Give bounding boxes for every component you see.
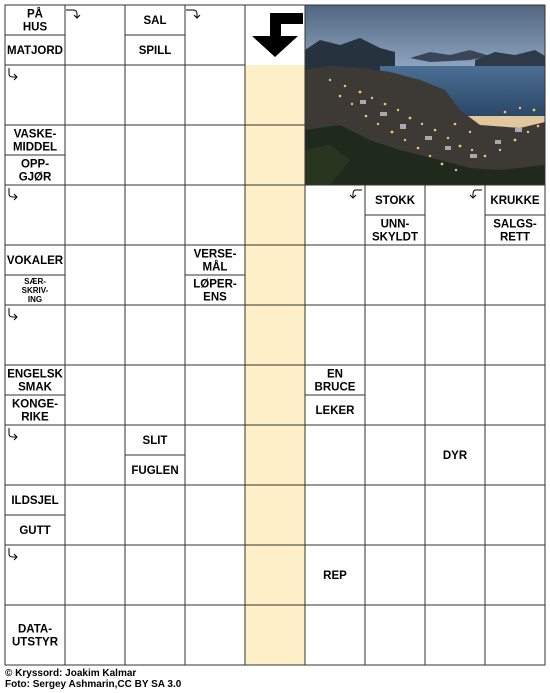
clue-line: SÆR- xyxy=(24,277,46,286)
start-arrow-icon xyxy=(252,13,303,57)
clue-ildsjel[interactable] xyxy=(11,495,58,507)
clue-line: LØPER- xyxy=(193,278,237,291)
clue-line: SAL xyxy=(143,15,167,27)
clue-line: PÅ xyxy=(27,8,43,21)
clue-line: SPILL xyxy=(138,45,172,57)
clue-line: EN xyxy=(327,368,343,381)
clue-rep[interactable] xyxy=(323,570,347,582)
clue-pa-hus[interactable] xyxy=(23,8,48,34)
clue-line: LEKER xyxy=(315,405,355,417)
clue-line: ILDSJEL xyxy=(11,495,59,507)
small-arrow-icon xyxy=(9,308,17,320)
clue-line: VERSE- xyxy=(193,248,237,261)
clue-line: SKRIV- xyxy=(21,286,49,295)
clue-line: DYR xyxy=(442,450,468,462)
clue-saerskriving[interactable] xyxy=(22,277,49,304)
photo-credit: Foto: Sergey Ashmarin,CC BY SA 3.0 xyxy=(5,679,182,690)
clue-line: RIKE xyxy=(21,411,49,424)
clue-line: VOKALER xyxy=(6,255,64,267)
clue-matjord[interactable] xyxy=(7,45,63,57)
crossword-credit: © Kryssord: Joakim Kalmar xyxy=(5,668,137,679)
clue-engelsk-smak[interactable] xyxy=(7,369,63,394)
clue-line: SALGS- xyxy=(493,218,537,231)
clue-line: ENGELSK xyxy=(7,368,63,381)
small-arrow-icon xyxy=(470,190,482,198)
clue-line: GUTT xyxy=(19,525,51,537)
clue-line: SKYLDT xyxy=(372,231,418,244)
clue-sal[interactable] xyxy=(144,15,167,27)
clue-line: SMAK xyxy=(18,381,52,394)
small-arrow-icon xyxy=(66,10,80,18)
clue-line: MATJORD xyxy=(6,45,64,57)
clue-line: RETT xyxy=(499,231,531,244)
clue-line: MÅL xyxy=(202,261,228,274)
clue-unnskyldt[interactable] xyxy=(372,219,418,244)
small-arrow-icon xyxy=(186,10,200,18)
clue-gutt[interactable] xyxy=(19,525,50,537)
clue-line: SLIT xyxy=(142,435,168,447)
clue-stokk[interactable] xyxy=(375,195,416,207)
clue-line: ENS xyxy=(203,291,227,304)
clue-line: HUS xyxy=(22,21,48,34)
small-arrow-icon xyxy=(9,548,17,560)
clue-line: STOKK xyxy=(374,195,416,207)
clue-versemal[interactable] xyxy=(194,249,237,274)
clue-dyr[interactable] xyxy=(443,450,468,462)
clue-line: VASKE- xyxy=(13,128,57,141)
clue-loperens[interactable] xyxy=(193,279,237,304)
clue-krukke[interactable] xyxy=(490,195,540,207)
small-arrow-icon xyxy=(350,190,362,198)
small-arrow-icon xyxy=(9,68,17,80)
clue-line: REP xyxy=(323,570,347,582)
credits xyxy=(5,668,181,690)
clue-kongerike[interactable] xyxy=(12,399,58,424)
clue-oppgjor[interactable] xyxy=(19,159,52,184)
clue-line: OPP- xyxy=(20,158,50,171)
clue-leker[interactable] xyxy=(316,405,356,417)
clue-line: BRUCE xyxy=(314,381,356,394)
clue-line: DATA- xyxy=(17,623,53,636)
clue-vaskemiddel[interactable] xyxy=(13,129,57,154)
clue-en-bruce[interactable] xyxy=(315,369,356,394)
clue-line: UNN- xyxy=(380,218,410,231)
small-arrow-icon xyxy=(9,428,17,440)
clue-line: ING xyxy=(27,295,43,304)
clue-line: UTSTYR xyxy=(12,636,58,649)
clue-datautstyr[interactable] xyxy=(12,624,59,649)
clue-line: KONGE- xyxy=(12,398,58,411)
clue-line: KRUKKE xyxy=(490,195,540,207)
clue-slit[interactable] xyxy=(143,435,168,447)
clue-line: GJØR xyxy=(18,171,52,184)
clue-spill[interactable] xyxy=(139,45,172,57)
harbour-town-photo xyxy=(305,5,545,185)
clue-salgsrett[interactable] xyxy=(493,219,537,244)
clue-line: MIDDEL xyxy=(12,141,58,154)
small-arrow-icon xyxy=(9,188,17,200)
clue-line: FUGLEN xyxy=(131,465,179,477)
clue-vokaler[interactable] xyxy=(7,255,64,267)
clue-fuglen[interactable] xyxy=(131,465,178,477)
